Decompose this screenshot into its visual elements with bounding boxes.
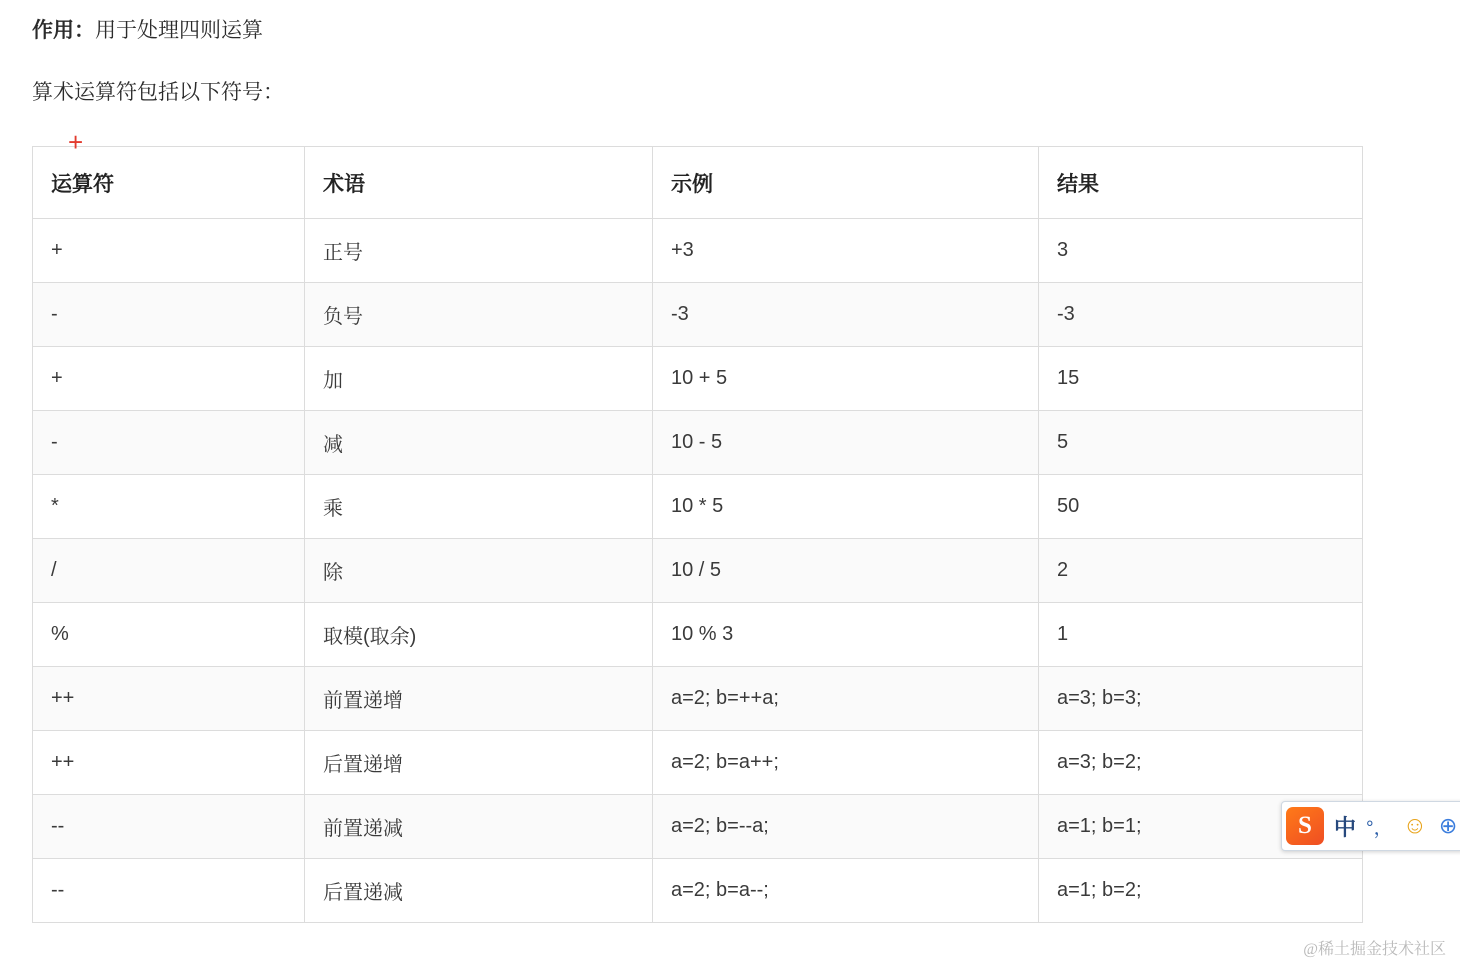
intro-label: 作用： (32, 19, 95, 42)
cell-result: a=1; b=2; (1039, 859, 1363, 923)
cell-result: 5 (1039, 411, 1363, 475)
cell-term: 后置递减 (305, 859, 653, 923)
cell-result: a=1; b=1; (1039, 795, 1363, 859)
plus-annotation-icon: + (68, 127, 84, 157)
cell-result: a=3; b=2; (1039, 731, 1363, 795)
cell-term: 正号 (305, 219, 653, 283)
intro-line-2: 算术运算符包括以下符号： (32, 81, 284, 104)
cell-result: 15 (1039, 347, 1363, 411)
cell-term: 前置递增 (305, 667, 653, 731)
table-row (33, 603, 1363, 667)
table-row (33, 347, 1363, 411)
cell-term: 减 (305, 411, 653, 475)
ime-punctuation-button[interactable]: °， (1366, 817, 1393, 839)
cell-operator: % (33, 603, 305, 667)
cell-operator: ++ (33, 731, 305, 795)
watermark: @稀土掘金技术社区 (1303, 941, 1446, 958)
cell-example: a=2; b=a--; (653, 859, 1039, 923)
table-row (33, 539, 1363, 603)
cell-operator: / (33, 539, 305, 603)
column-header-result: 结果 (1039, 147, 1363, 219)
cell-example: 10 + 5 (653, 347, 1039, 411)
cell-result: 1 (1039, 603, 1363, 667)
cell-result: 2 (1039, 539, 1363, 603)
cell-operator: -- (33, 859, 305, 923)
table-row (33, 667, 1363, 731)
cell-term: 乘 (305, 475, 653, 539)
cell-example: 10 * 5 (653, 475, 1039, 539)
cell-result: 3 (1039, 219, 1363, 283)
sogou-ime-toolbar[interactable] (1281, 801, 1460, 851)
column-header-example: 示例 (653, 147, 1039, 219)
cell-operator: ++ (33, 667, 305, 731)
cell-example: a=2; b=--a; (653, 795, 1039, 859)
intro-line-1 (32, 14, 1460, 48)
table-row (33, 219, 1363, 283)
cell-example: 10 / 5 (653, 539, 1039, 603)
cell-example: a=2; b=++a; (653, 667, 1039, 731)
cell-term: 前置递减 (305, 795, 653, 859)
cell-term: 加 (305, 347, 653, 411)
table-row (33, 411, 1363, 475)
cell-operator: + (33, 347, 305, 411)
operator-table (32, 146, 1363, 923)
cell-example: -3 (653, 283, 1039, 347)
smiley-icon[interactable]: ☺ (1402, 812, 1428, 839)
table-row (33, 731, 1363, 795)
cell-result: -3 (1039, 283, 1363, 347)
cell-example: 10 % 3 (653, 603, 1039, 667)
operator-table-wrapper (32, 127, 1362, 923)
cell-term: 负号 (305, 283, 653, 347)
cell-term: 除 (305, 539, 653, 603)
cell-operator: + (33, 219, 305, 283)
table-row (33, 283, 1363, 347)
ime-language-mode-button[interactable]: 中 (1334, 814, 1357, 840)
cell-operator: * (33, 475, 305, 539)
cell-operator: -- (33, 795, 305, 859)
intro-text: 用于处理四则运算 (95, 19, 263, 42)
table-header-row (33, 147, 1363, 219)
cell-result: 50 (1039, 475, 1363, 539)
cell-example: +3 (653, 219, 1039, 283)
table-body (33, 219, 1363, 923)
sogou-logo-icon[interactable]: S (1286, 807, 1324, 845)
table-row (33, 795, 1363, 859)
cell-term: 后置递增 (305, 731, 653, 795)
cell-operator: - (33, 283, 305, 347)
table-header (33, 147, 1363, 219)
table-row (33, 859, 1363, 923)
cell-example: a=2; b=a++; (653, 731, 1039, 795)
ime-more-icon[interactable]: ⊕ (1438, 813, 1458, 838)
cell-term: 取模(取余) (305, 603, 653, 667)
cell-operator: - (33, 411, 305, 475)
column-header-operator: 运算符 (33, 147, 305, 219)
cell-example: 10 - 5 (653, 411, 1039, 475)
column-header-term: 术语 (305, 147, 653, 219)
cell-result: a=3; b=3; (1039, 667, 1363, 731)
table-row (33, 475, 1363, 539)
